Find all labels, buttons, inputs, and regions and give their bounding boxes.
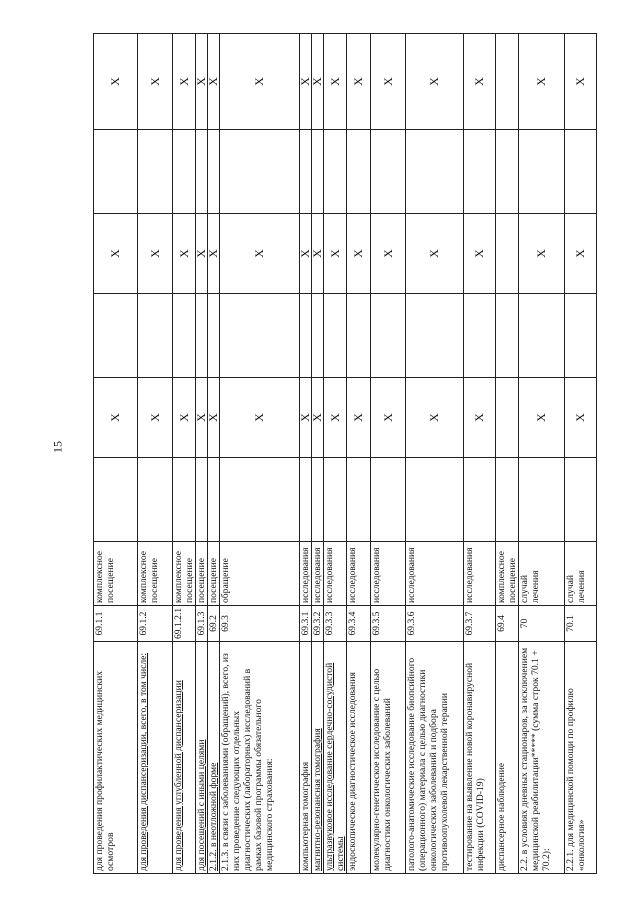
row-mark-cell: X: [300, 34, 312, 130]
table-row: [464, 34, 496, 874]
row-code-cell: 69.1.3: [196, 606, 208, 642]
table-row: [196, 34, 208, 874]
row-mark-cell: X: [94, 34, 138, 130]
row-mark-cell: [173, 458, 196, 542]
row-mark-cell: [565, 130, 597, 214]
row-code-cell: 69.3.5: [371, 606, 406, 642]
table-row: [371, 34, 406, 874]
row-mark-cell: [496, 294, 519, 378]
row-unit-cell: исследования: [371, 542, 406, 606]
row-mark-cell: X: [300, 378, 312, 458]
table-row: [406, 34, 464, 874]
row-mark-cell: [406, 294, 464, 378]
row-mark-cell: [220, 294, 300, 378]
row-code-cell: 70: [519, 606, 565, 642]
table-row: [173, 34, 196, 874]
row-mark-cell: [300, 458, 312, 542]
row-unit-cell: посещение: [196, 542, 208, 606]
row-mark-cell: [138, 294, 173, 378]
row-unit-cell: случай лечения: [565, 542, 597, 606]
row-mark-cell: [324, 458, 347, 542]
row-name-cell: 2.1.2. в неотложной форме: [208, 642, 220, 874]
row-mark-cell: X: [324, 378, 347, 458]
row-mark-cell: X: [347, 34, 371, 130]
row-unit-cell: исследования: [324, 542, 347, 606]
row-mark-cell: X: [519, 378, 565, 458]
row-name-cell: диспансерное наблюдение: [496, 642, 519, 874]
row-name-cell: молекулярно-генетическое исследование с целью диагностики онкологических заболеваний: [371, 642, 406, 874]
row-mark-cell: X: [565, 34, 597, 130]
row-mark-cell: [208, 458, 220, 542]
row-mark-cell: [173, 294, 196, 378]
row-mark-cell: [496, 214, 519, 294]
row-mark-cell: X: [324, 34, 347, 130]
row-mark-cell: [496, 130, 519, 214]
row-mark-cell: [464, 458, 496, 542]
row-code-cell: 69.3.6: [406, 606, 464, 642]
row-name-cell: компьютерная томография: [300, 642, 312, 874]
row-mark-cell: X: [208, 378, 220, 458]
row-mark-cell: [196, 294, 208, 378]
row-code-cell: 69.1.1: [94, 606, 138, 642]
row-name-cell: 2.2. в условиях дневных стационаров, за исключением медицинской реабилитации***** (сумма строк 70.1 + 70.2):: [519, 642, 565, 874]
table-row: [220, 34, 300, 874]
row-mark-cell: X: [347, 214, 371, 294]
row-mark-cell: X: [173, 34, 196, 130]
row-mark-cell: X: [324, 214, 347, 294]
row-mark-cell: X: [94, 378, 138, 458]
row-name-cell: патолого-анатомические исследование биопсийного (операционного) материала с целью диагностики онкологических заболеваний и подбора противоопухолевой лекарственной терапии: [406, 642, 464, 874]
row-mark-cell: [312, 294, 324, 378]
row-mark-cell: [371, 294, 406, 378]
row-mark-cell: [519, 458, 565, 542]
row-mark-cell: [173, 130, 196, 214]
row-name-cell: для проведения диспансеризации, всего, в том числе:: [138, 642, 173, 874]
row-mark-cell: [138, 458, 173, 542]
row-name-cell: 2.1.3. в связи с заболеваниями (обращений), всего, из них проведение следующих отдельных диагностических (лабораторных) исследований в рамках базовой программы обязательного медицинского страхования:: [220, 642, 300, 874]
row-mark-cell: [565, 458, 597, 542]
row-code-cell: 69.3.4: [347, 606, 371, 642]
row-mark-cell: X: [464, 34, 496, 130]
row-mark-cell: [312, 130, 324, 214]
row-name-cell: тестирование на выявление новой коронавирусной инфекции (COVID-19): [464, 642, 496, 874]
row-unit-cell: исследования: [464, 542, 496, 606]
table-row: [496, 34, 519, 874]
table-row: [519, 34, 565, 874]
row-name-cell: эндоскопическое диагностическое исследования: [347, 642, 371, 874]
row-mark-cell: [519, 294, 565, 378]
row-name-cell: для посещений с иными целями: [196, 642, 208, 874]
row-mark-cell: [208, 130, 220, 214]
row-mark-cell: [371, 130, 406, 214]
row-unit-cell: исследования: [300, 542, 312, 606]
row-name-cell: магнитно-резонансная томография: [312, 642, 324, 874]
row-mark-cell: X: [196, 34, 208, 130]
row-mark-cell: [347, 458, 371, 542]
row-mark-cell: X: [138, 378, 173, 458]
row-mark-cell: [300, 294, 312, 378]
row-unit-cell: исследования: [312, 542, 324, 606]
row-unit-cell: комплексное посещение: [173, 542, 196, 606]
row-mark-cell: [94, 130, 138, 214]
row-unit-cell: исследования: [347, 542, 371, 606]
row-name-cell: ультразвуковое исследование сердечно-сосудистой системы: [324, 642, 347, 874]
row-mark-cell: [371, 458, 406, 542]
row-mark-cell: X: [565, 378, 597, 458]
row-mark-cell: X: [220, 34, 300, 130]
row-code-cell: 69.1.2.1: [173, 606, 196, 642]
row-unit-cell: посещение: [208, 542, 220, 606]
row-code-cell: 70.1: [565, 606, 597, 642]
row-mark-cell: X: [173, 378, 196, 458]
row-mark-cell: [220, 130, 300, 214]
row-code-cell: 69.4: [496, 606, 519, 642]
row-mark-cell: [196, 130, 208, 214]
table-row: [138, 34, 173, 874]
row-code-cell: 69.3.1: [300, 606, 312, 642]
row-mark-cell: [496, 378, 519, 458]
row-mark-cell: X: [519, 214, 565, 294]
row-code-cell: 69.3.3: [324, 606, 347, 642]
table-row: [324, 34, 347, 874]
row-unit-cell: случай лечения: [519, 542, 565, 606]
row-mark-cell: [406, 458, 464, 542]
row-mark-cell: [496, 34, 519, 130]
row-mark-cell: [94, 458, 138, 542]
table-row: [565, 34, 597, 874]
row-code-cell: 69.3: [220, 606, 300, 642]
financing-table: [93, 33, 597, 874]
row-mark-cell: X: [312, 34, 324, 130]
row-name-cell: 2.2.1. для медицинской помощи по профилю «онкология»: [565, 642, 597, 874]
row-code-cell: 69.1.2: [138, 606, 173, 642]
rotated-table-container: [93, 34, 587, 874]
row-mark-cell: [208, 294, 220, 378]
row-mark-cell: X: [220, 214, 300, 294]
row-unit-cell: исследования: [406, 542, 464, 606]
row-mark-cell: X: [312, 214, 324, 294]
row-mark-cell: X: [138, 34, 173, 130]
row-mark-cell: [220, 458, 300, 542]
row-mark-cell: X: [519, 34, 565, 130]
row-mark-cell: [300, 130, 312, 214]
row-mark-cell: X: [371, 214, 406, 294]
row-name-cell: для проведения углубленной диспансеризации: [173, 642, 196, 874]
row-mark-cell: X: [208, 214, 220, 294]
row-mark-cell: [94, 294, 138, 378]
table-row: [312, 34, 324, 874]
row-mark-cell: X: [347, 378, 371, 458]
row-mark-cell: X: [138, 214, 173, 294]
row-mark-cell: X: [94, 214, 138, 294]
row-mark-cell: [138, 130, 173, 214]
row-mark-cell: X: [300, 214, 312, 294]
row-mark-cell: [496, 458, 519, 542]
row-mark-cell: X: [220, 378, 300, 458]
row-mark-cell: [324, 130, 347, 214]
row-code-cell: 69.3.2: [312, 606, 324, 642]
row-mark-cell: [196, 458, 208, 542]
row-mark-cell: [347, 130, 371, 214]
row-mark-cell: [324, 294, 347, 378]
row-mark-cell: X: [371, 378, 406, 458]
table-row: [208, 34, 220, 874]
row-mark-cell: X: [173, 214, 196, 294]
row-mark-cell: X: [208, 34, 220, 130]
row-mark-cell: [406, 130, 464, 214]
row-mark-cell: [519, 130, 565, 214]
table-row: [94, 34, 138, 874]
row-mark-cell: X: [196, 378, 208, 458]
row-mark-cell: X: [464, 214, 496, 294]
row-mark-cell: X: [464, 378, 496, 458]
row-mark-cell: [464, 130, 496, 214]
row-name-cell: для проведения профилактических медицинских осмотров: [94, 642, 138, 874]
table-body: [94, 34, 597, 874]
row-mark-cell: X: [196, 214, 208, 294]
row-mark-cell: [312, 458, 324, 542]
page-number: 15: [50, 441, 65, 453]
row-code-cell: 69.3.7: [464, 606, 496, 642]
row-mark-cell: [464, 294, 496, 378]
row-mark-cell: X: [312, 378, 324, 458]
table-row: [300, 34, 312, 874]
row-unit-cell: комплексное посещение: [94, 542, 138, 606]
row-mark-cell: X: [371, 34, 406, 130]
row-mark-cell: X: [406, 378, 464, 458]
table-row: [347, 34, 371, 874]
row-unit-cell: комплексное посещение: [138, 542, 173, 606]
row-mark-cell: [565, 294, 597, 378]
row-mark-cell: [347, 294, 371, 378]
row-unit-cell: комплексное посещение: [496, 542, 519, 606]
row-mark-cell: X: [406, 34, 464, 130]
row-code-cell: 69.2: [208, 606, 220, 642]
row-mark-cell: X: [565, 214, 597, 294]
row-unit-cell: обращение: [220, 542, 300, 606]
row-mark-cell: X: [406, 214, 464, 294]
